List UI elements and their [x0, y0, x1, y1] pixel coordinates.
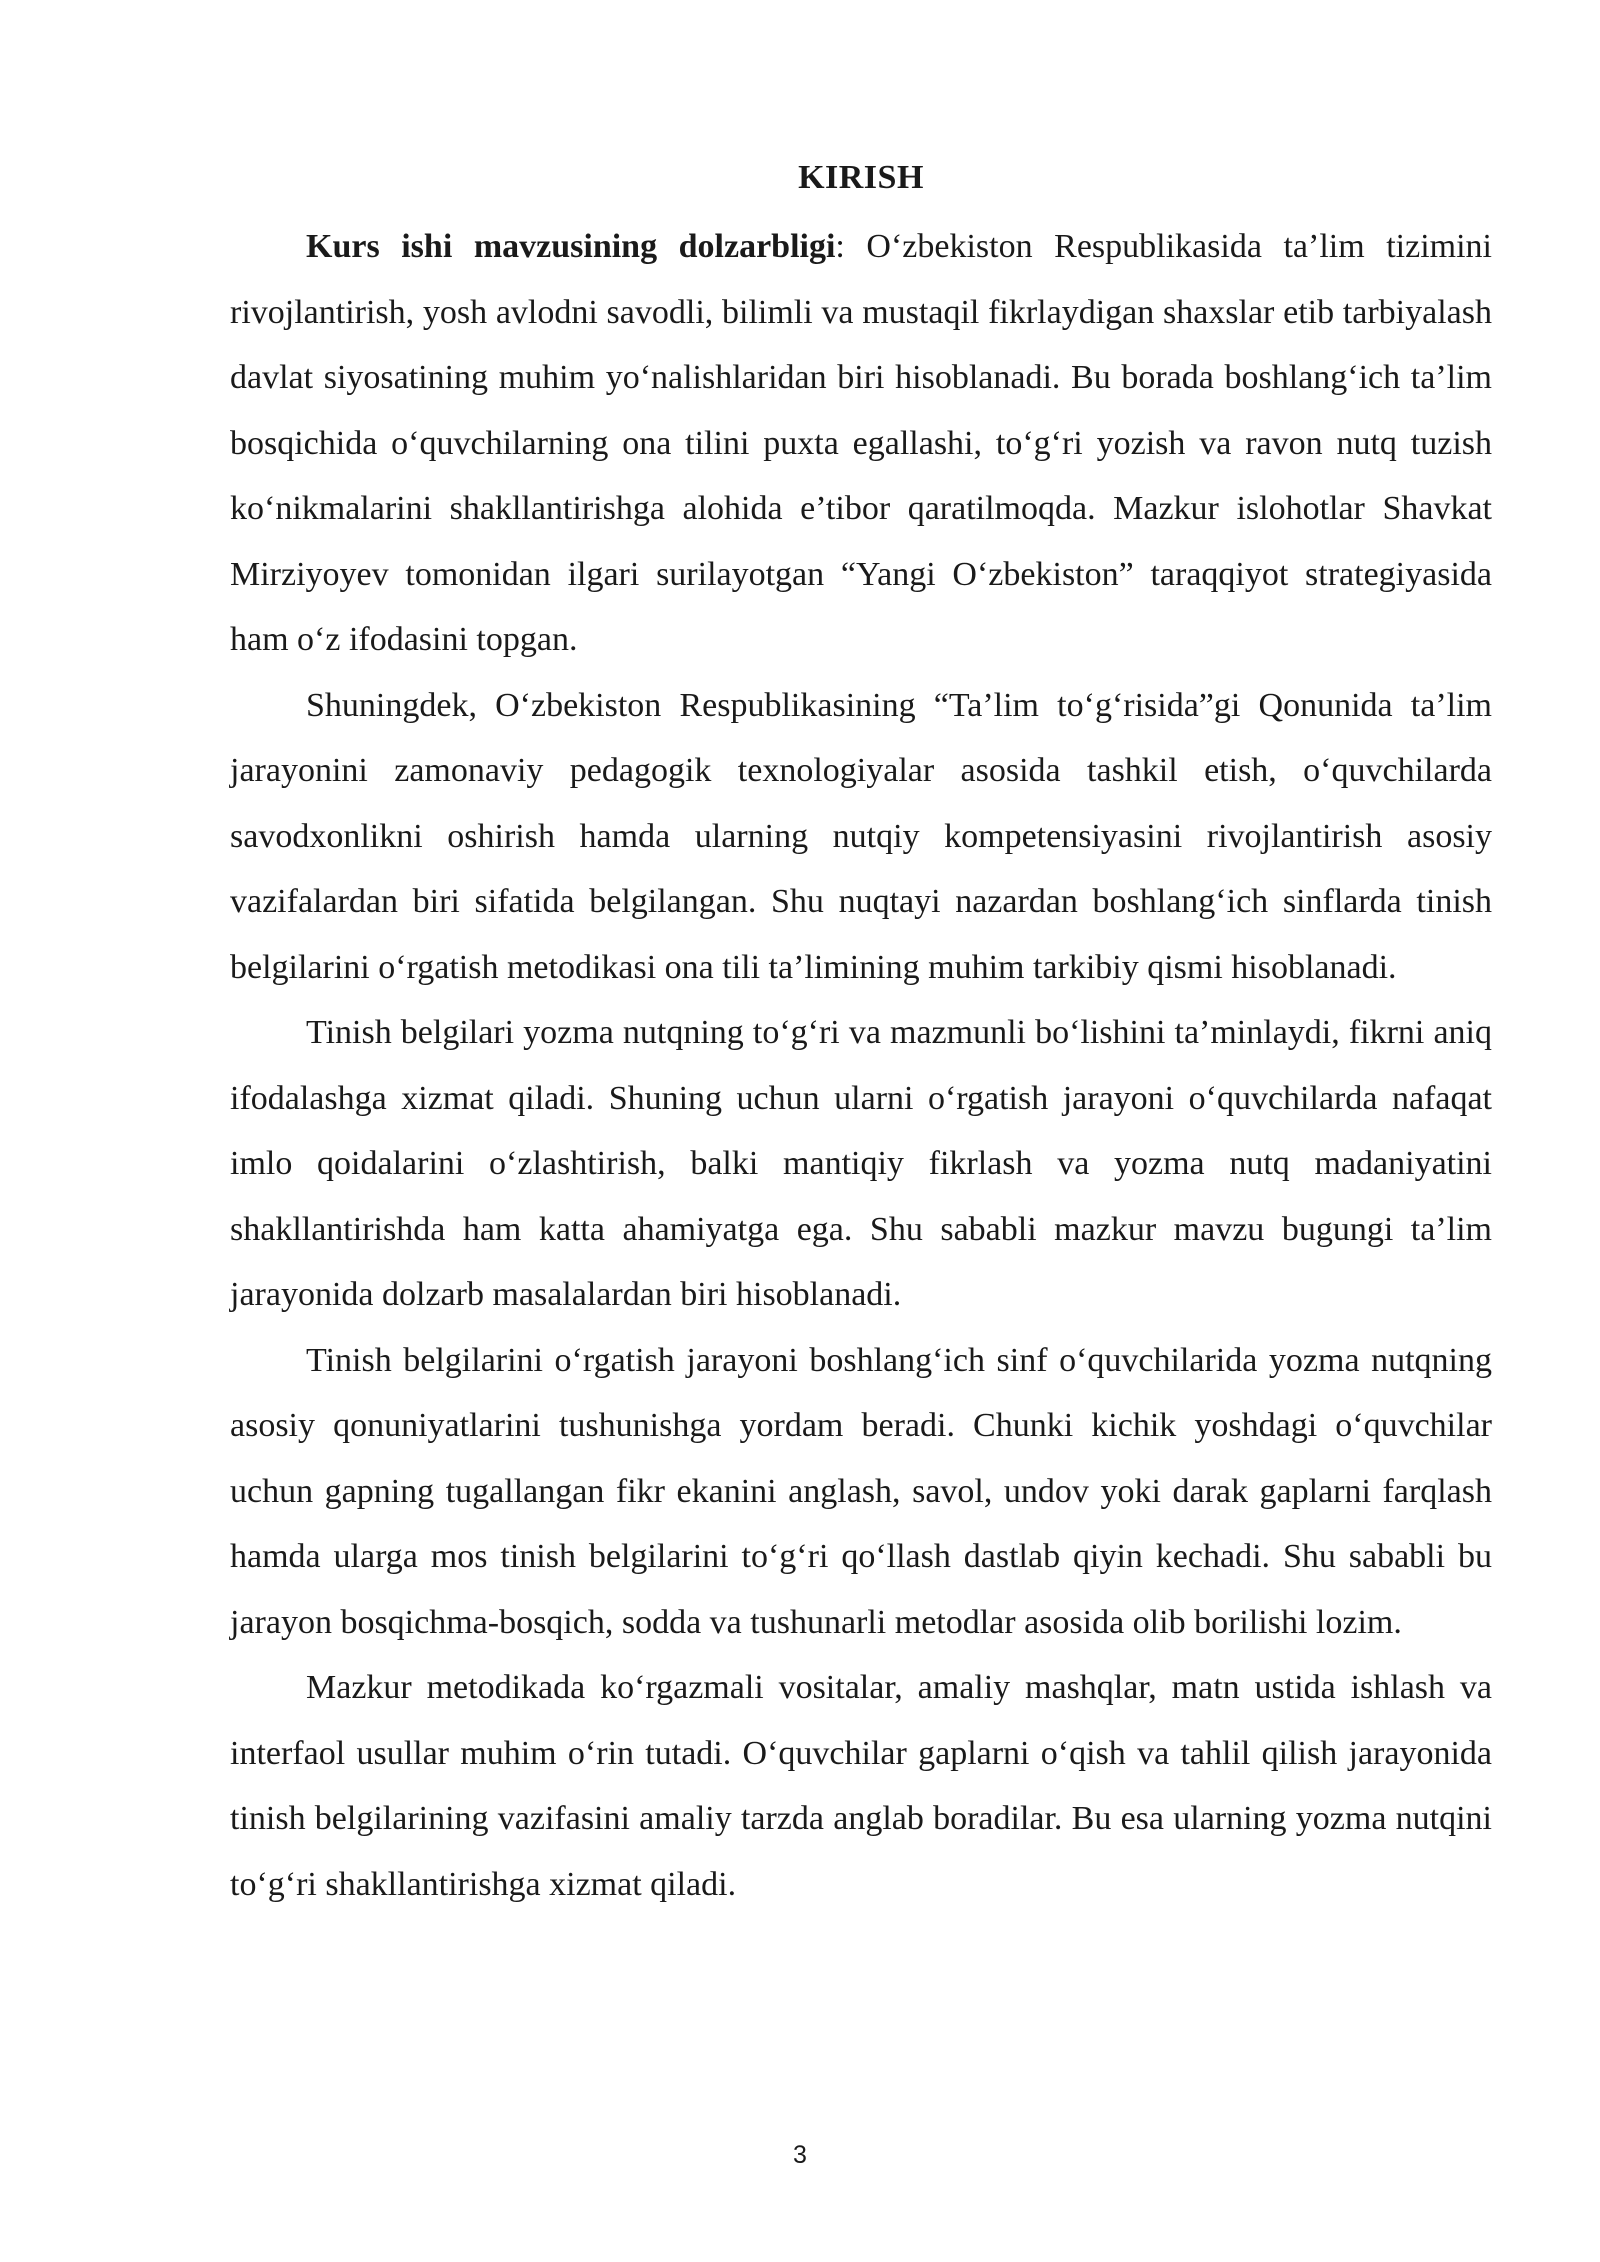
section-heading: KIRISH	[798, 159, 924, 196]
paragraph-text: : O‘zbekiston Respublikasida ta’lim tizimini rivojlantirish, yosh avlodni savodli, bilimli va mustaqil fikrlaydigan shaxslar etib tarbiyalash davlat siyosatining muhim yo‘nalishlaridan biri hisoblanadi. Bu borada boshlang‘ich ta’lim bosqichida o‘quvchilarning ona tilini puxta egallashi, to‘g‘ri yozish va ravon nutq tuzish ko‘nikmalarini shakllantirishga alohida e’tibor qaratilmoqda. Mazkur islohotlar Shavkat Mirziyoyev tomonidan ilgari surilayotgan “Yangi O‘zbekiston” taraqqiyot strategiyasida ham o‘z ifodasini topgan.	[230, 228, 1492, 658]
page-content	[230, 148, 1492, 1917]
page-number: 3	[793, 2141, 807, 2169]
paragraph-learning-process: Tinish belgilarini o‘rgatish jarayoni boshlang‘ich sinf o‘quvchilarida yozma nutqning asosiy qonuniyatlarini tushunishga yordam beradi. Chunki kichik yoshdagi o‘quvchilar uchun gapning tugallangan fikr ekanini anglash, savol, undov yoki darak gaplarni farqlash hamda ularga mos tinish belgilarini to‘g‘ri qo‘llash dastlab qiyin kechadi. Shu sababli bu jarayon bosqichma-bosqich, sodda va tushunarli metodlar asosida olib borilishi lozim.	[230, 1341, 1492, 1641]
paragraph-punctuation-role: Tinish belgilari yozma nutqning to‘g‘ri va mazmunli bo‘lishini ta’minlaydi, fikrni aniq ifodalashga xizmat qiladi. Shuning uchun ularni o‘rgatish jarayoni o‘quvchilarda nafaqat imlo qoidalarini o‘zlashtirish, balki mantiqiy fikrlash va yozma nutq madaniyatini shakllantirishda ham katta ahamiyatga ega. Shu sababli mazkur mavzu bugungi ta’lim jarayonida dolzarb masalalardan biri hisoblanadi.	[230, 1014, 1492, 1313]
paragraph-law: Shuningdek, O‘zbekiston Respublikasining “Ta’lim to‘g‘risida”gi Qonunida ta’lim jarayonini zamonaviy pedagogik texnologiyalar asosida tashkil etish, o‘quvchilarda savodxonlikni oshirish hamda ularning nutqiy kompetensiyasini rivojlantirish asosiy vazifalardan biri sifatida belgilangan. Shu nuqtayi nazardan boshlang‘ich sinflarda tinish belgilarini o‘rgatish metodikasi ona tili ta’limining muhim tarkibiy qismi hisoblanadi.	[230, 686, 1492, 986]
paragraph-lead: Kurs ishi mavzusining dolzarbligi	[306, 228, 836, 265]
paragraph-methodology: Mazkur metodikada ko‘rgazmali vositalar, amaliy mashqlar, matn ustida ishlash va interfaol usullar muhim o‘rin tutadi. O‘quvchilar gaplarni o‘qish va tahlil qilish jarayonida tinish belgilarining vazifasini amaliy tarzda anglab boradilar. Bu esa ularning yozma nutqini to‘g‘ri shakllantirishga xizmat qiladi.	[230, 1669, 1492, 1903]
paragraph-relevance	[230, 214, 1492, 673]
